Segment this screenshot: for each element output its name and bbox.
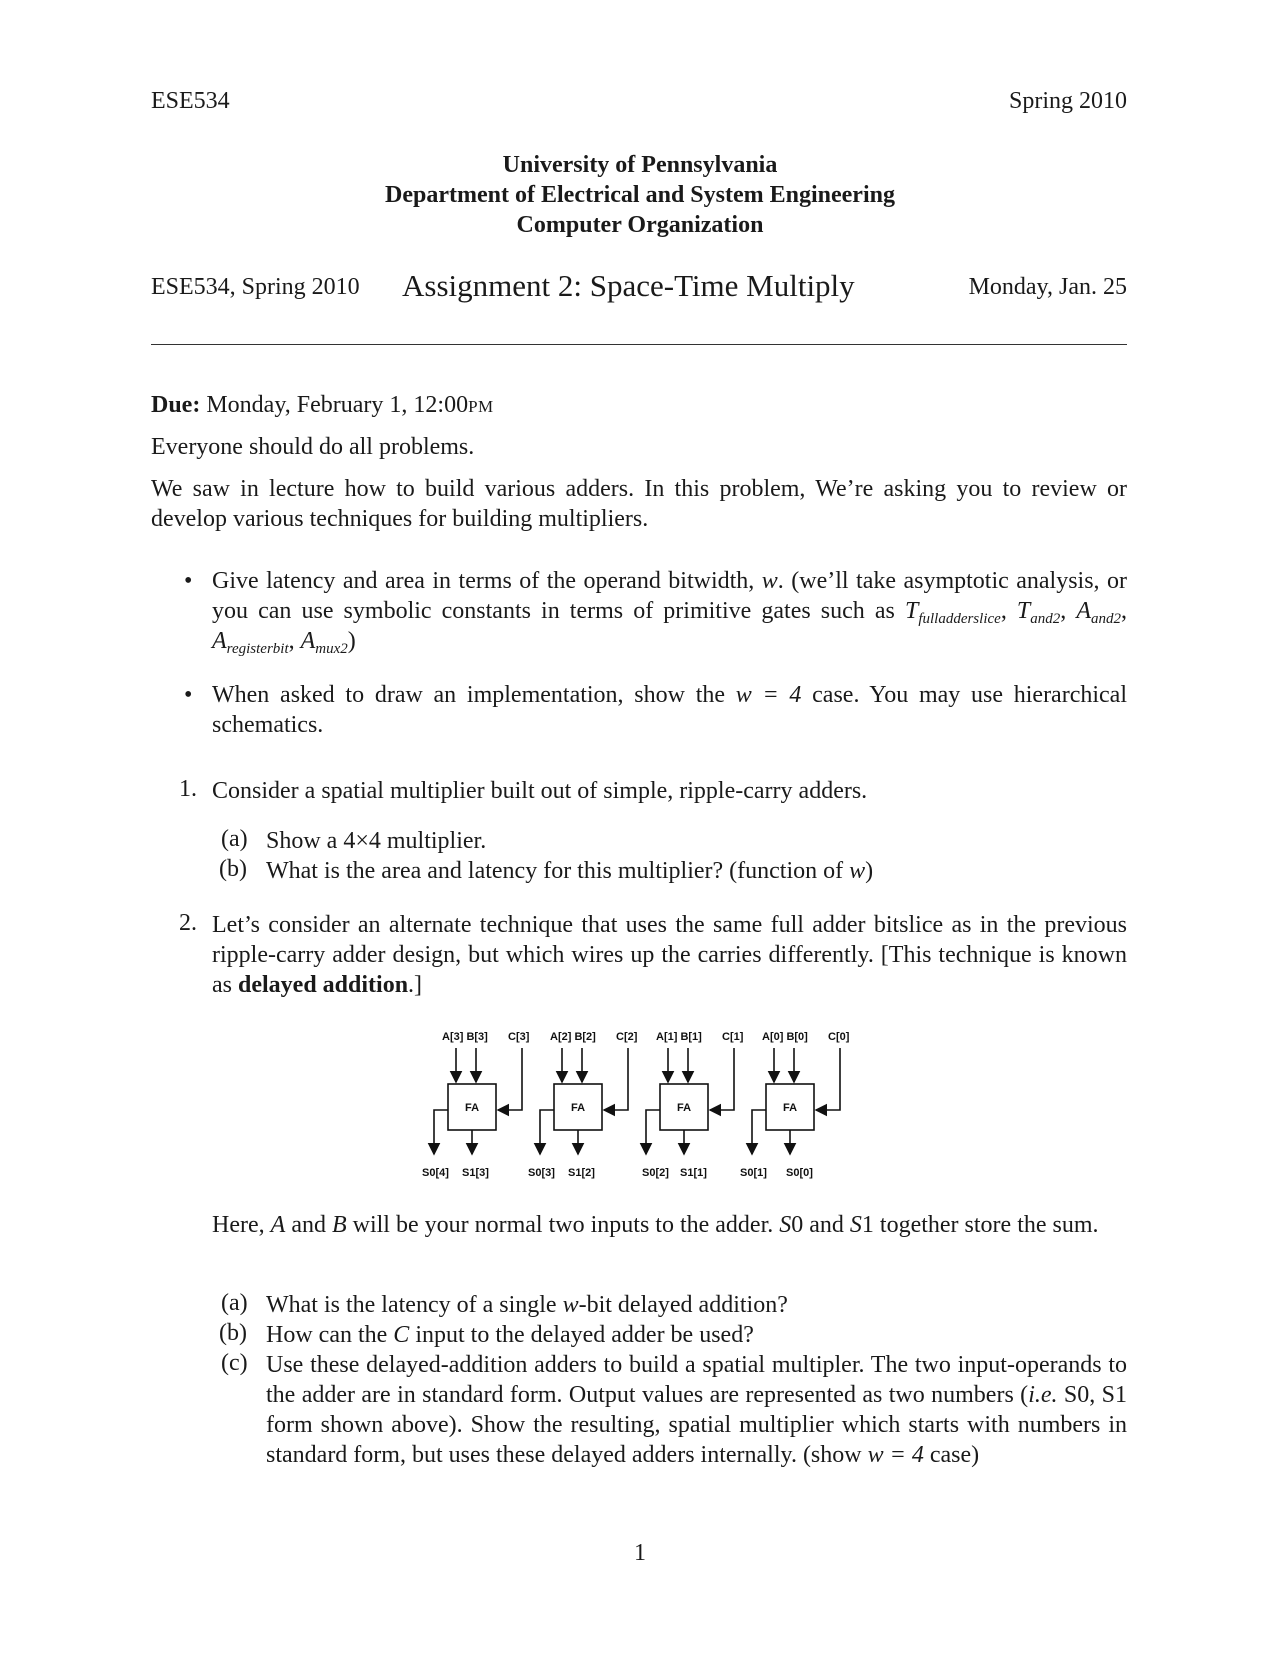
- problem-1a-text: Show a 4×4 multiplier.: [266, 828, 487, 854]
- university-name: University of Pennsylvania: [502, 152, 778, 178]
- problem-1b-label: (b): [219, 856, 247, 882]
- sym-t-fa: T: [904, 598, 919, 624]
- bullet-2: [212, 680, 1127, 740]
- due-text: Monday, February 1, 12:00: [206, 392, 469, 418]
- sym-a-mux: A: [300, 628, 316, 654]
- bullet-1: Give latency and area in terms of the operand bitwidth, w. (we’ll take asymptotic analysis, or you can use symbolic constants in terms of primitive gates such as $T_{fulladderslice}$, $T_{and2}$, $A_{and2}$, $A_{registerbit}$, $A_{mux2}$): [212, 568, 1128, 657]
- fa-label-3: FA: [465, 1102, 480, 1114]
- bullet-1-cont: . (we’ll take asymptotic analysis, or you can use symbolic constants in terms of primitive gates such as: [212, 568, 1128, 624]
- label-s1-3: S1[3]: [462, 1167, 489, 1179]
- due-line: [151, 390, 1127, 422]
- label-c1: C[1]: [722, 1031, 744, 1043]
- label-c3: C[3]: [508, 1031, 530, 1043]
- var-s1-num: 1: [861, 1212, 874, 1238]
- sub-mux2: mux2: [315, 641, 348, 657]
- problem-1-number: 1.: [179, 776, 197, 802]
- fa-label-2: FA: [571, 1102, 586, 1114]
- bullet-1-dot: •: [184, 568, 193, 594]
- label-a2b2: A[2] B[2]: [550, 1031, 596, 1043]
- label-a0b0: A[0] B[0]: [762, 1031, 808, 1043]
- problem-2b-end: input to the delayed adder be used?: [415, 1322, 754, 1348]
- course-term: ESE534, Spring 2010: [151, 274, 360, 300]
- problem-1b-var: w: [849, 858, 866, 884]
- sum-explanation: [212, 1210, 1127, 1240]
- course-code-left: ESE534: [151, 88, 230, 114]
- var-s0-num: 0: [791, 1212, 804, 1238]
- var-s1: S: [849, 1212, 862, 1238]
- sym-t-and2: T: [1016, 598, 1031, 624]
- bullet-2-eq: w = 4: [735, 682, 802, 708]
- label-s0-2: S0[2]: [642, 1167, 669, 1179]
- due-suffix: PM: [468, 397, 494, 416]
- sub-fulladderslice: fulladderslice: [918, 611, 1001, 627]
- assignment-title: Assignment 2: Space-Time Multiply: [402, 268, 855, 303]
- problem-2a-label: (a): [221, 1290, 248, 1316]
- bullet-1-text: Give latency and area in terms of the operand bitwidth,: [212, 568, 755, 594]
- problem-2a-body: What is the latency of a single: [266, 1292, 557, 1318]
- problem-2-number: 2.: [179, 910, 197, 936]
- bullet-2-cont: case. You may use hierarchical schematics.: [212, 682, 1127, 738]
- sub-and2-t: and2: [1030, 611, 1061, 627]
- page-number: 1: [634, 1540, 646, 1566]
- assignment-date: Monday, Jan. 25: [968, 274, 1127, 300]
- sum-expl-and: and: [291, 1212, 326, 1238]
- due-label: Due:: [151, 392, 201, 418]
- problem-2b-body: How can the: [266, 1322, 388, 1348]
- label-s0-3: S0[3]: [528, 1167, 555, 1179]
- problem-2-end: .]: [408, 972, 423, 998]
- label-c2: C[2]: [616, 1031, 638, 1043]
- problem-2b-var: C: [393, 1322, 410, 1348]
- problem-2-body: Let’s consider an alternate technique that uses the same full adder bitslice as in the previous ripple-carry adder design, but which wires up the carries differently. [This technique is known as: [212, 912, 1127, 998]
- label-s1-2: S1[2]: [568, 1167, 595, 1179]
- everyone-line: Everyone should do all problems.: [151, 434, 475, 460]
- problem-2b-label: (b): [219, 1320, 247, 1346]
- sum-expl-1: Here,: [212, 1212, 265, 1238]
- problem-2c-body-3: case): [929, 1442, 980, 1468]
- intro-paragraph: We saw in lecture how to build various adders. In this problem, We’re asking you to review or develop various techniques for building multipliers.: [151, 476, 1127, 532]
- problem-2-text: [212, 910, 1127, 1000]
- problem-2a-text: [266, 1290, 788, 1320]
- department-name: Department of Electrical and System Engineering: [385, 182, 895, 208]
- bullet-1-var: w: [761, 568, 778, 594]
- label-s0-1: S0[1]: [740, 1167, 767, 1179]
- fa-label-1: FA: [677, 1102, 692, 1114]
- problem-2c-body-2: S0, S1 form shown above). Show the resulting, spatial multiplier which starts with numbers in standard form, but uses these delayed adders internally. (show: [266, 1382, 1128, 1468]
- problem-2c-eq: w = 4: [867, 1442, 924, 1468]
- label-c0: C[0]: [828, 1031, 850, 1043]
- label-a3b3: A[3] B[3]: [442, 1031, 488, 1043]
- problem-1b-body: What is the area and latency for this multiplier? (function of: [266, 858, 844, 884]
- problem-2b-text: [266, 1320, 754, 1350]
- problem-2c-label: (c): [221, 1350, 248, 1376]
- sum-expl-and2: and: [809, 1212, 844, 1238]
- problem-1-text: Consider a spatial multiplier built out of simple, ripple-carry adders.: [212, 778, 868, 804]
- var-b: B: [331, 1212, 347, 1238]
- var-s0: S: [779, 1212, 792, 1238]
- sub-and2-a: and2: [1091, 611, 1122, 627]
- bullet-2-dot: •: [184, 682, 193, 708]
- course-name: Computer Organization: [516, 212, 764, 238]
- problem-2c-ie: i.e.: [1028, 1382, 1058, 1408]
- problem-2a-end: -bit delayed addition?: [578, 1292, 788, 1318]
- var-a: A: [270, 1212, 286, 1238]
- sum-expl-2: will be your normal two inputs to the adder.: [352, 1212, 774, 1238]
- sub-registerbit: registerbit: [226, 641, 289, 657]
- label-s0-0: S0[0]: [786, 1167, 813, 1179]
- problem-2a-var: w: [562, 1292, 579, 1318]
- problem-2c-body-1: Use these delayed-addition adders to build a spatial multipler. The two input-operands to the adder are in standard form. Output values are represented as two numbers (: [266, 1352, 1127, 1408]
- fa-label-0: FA: [783, 1102, 798, 1114]
- delayed-addition-term: delayed addition: [238, 972, 409, 998]
- sym-a-and2: A: [1076, 598, 1092, 624]
- delayed-adder-diagram: [422, 1026, 900, 1186]
- bullet-2-text: When asked to draw an implementation, show the: [212, 682, 726, 708]
- problem-1a-label: (a): [221, 826, 248, 852]
- label-a1b1: A[1] B[1]: [656, 1031, 702, 1043]
- term-right: Spring 2010: [1008, 88, 1127, 114]
- label-s1-1: S1[1]: [680, 1167, 707, 1179]
- label-s0-4: S0[4]: [422, 1167, 449, 1179]
- sum-expl-3: together store the sum.: [879, 1212, 1099, 1238]
- problem-1b-text: What is the area and latency for this multiplier? (function of w): [266, 858, 874, 884]
- problem-2c-text: [266, 1350, 1127, 1470]
- sym-a-reg: A: [212, 628, 227, 654]
- header-rule: [151, 344, 1127, 345]
